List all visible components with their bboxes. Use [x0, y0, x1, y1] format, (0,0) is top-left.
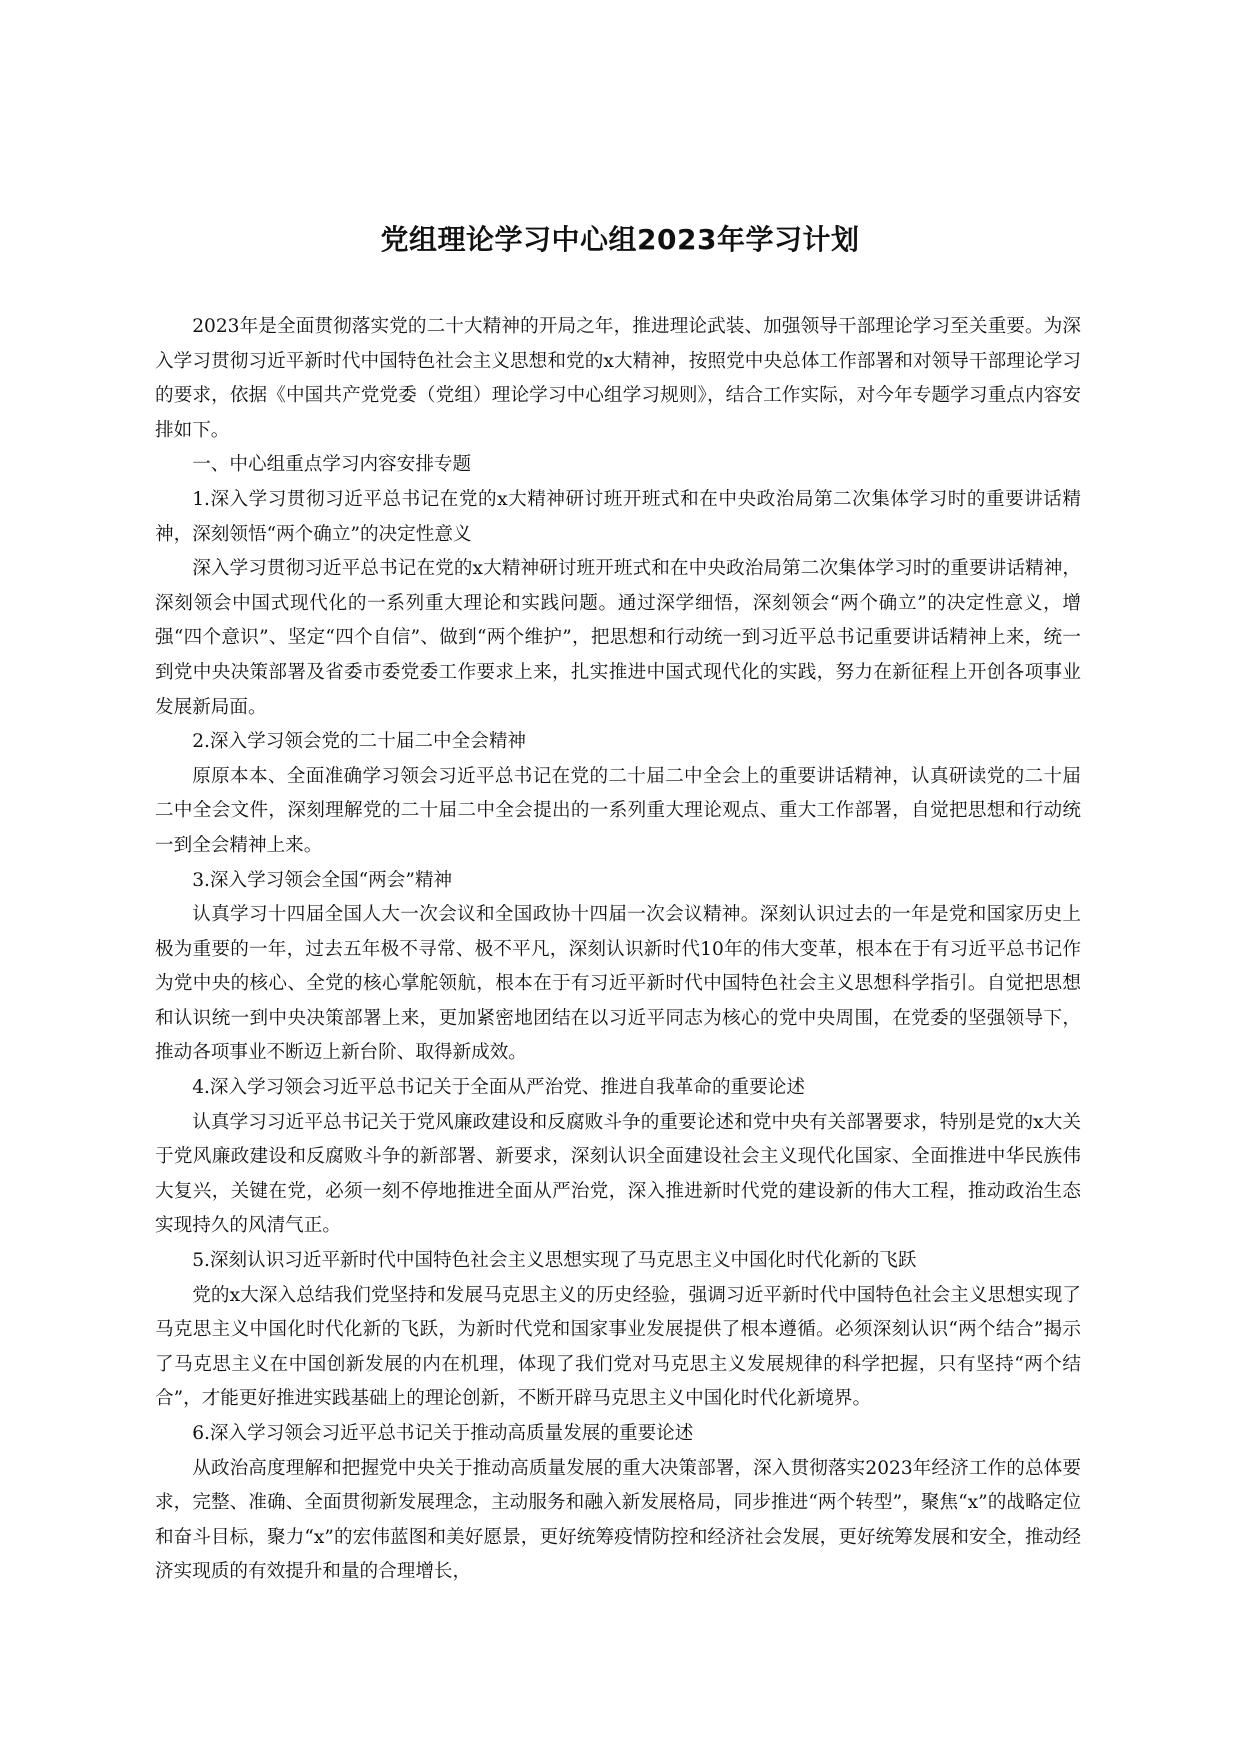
topic-paragraph-2: 原原本本、全面准确学习领会习近平总书记在党的二十届二中全会上的重要讲话精神，认真研读党的二十届二中全会文件，深刻理解党的二十届二中全会提出的一系列重大理论观点、重大工作部署，自觉把思想和行动统一到全会精神上来。	[155, 765, 1081, 856]
document-title: 党组理论学习中心组2023年学习计划	[380, 223, 860, 256]
document-body	[155, 310, 1081, 1590]
topic-paragraph-3: 认真学习十四届全国人大一次会议和全国政协十四届一次会议精神。深刻认识过去的一年是党和国家历史上极为重要的一年，过去五年极不寻常、极不平凡，深刻认识新时代10年的伟大变革，根本在于有习近平总书记作为党中央的核心、全党的核心掌舵领航，根本在于有习近平新时代中国特色社会主义思想科学指引。自觉把思想和认识统一到中央决策部署上来，更加紧密地团结在以习近平同志为核心的党中央周围，在党委的坚强领导下，推动各项事业不断迈上新台阶、取得新成效。	[155, 904, 1081, 1064]
topic-paragraph-5: 党的x大深入总结我们党坚持和发展马克思主义的历史经验，强调习近平新时代中国特色社会主义思想实现了马克思主义中国化时代化新的飞跃，为新时代党和国家事业发展提供了根本遵循。必须深刻认识“两个结合”揭示了马克思主义在中国创新发展的内在机理，体现了我们党对马克思主义发展规律的科学把握，只有坚持“两个结合”，才能更好推进实践基础上的理论创新，不断开辟马克思主义中国化时代化新境界。	[155, 1284, 1081, 1410]
topic-heading-3: 3.深入学习领会全国“两会”精神	[192, 869, 453, 891]
topic-heading-2: 2.深入学习领会党的二十届二中全会精神	[192, 731, 527, 753]
intro-paragraph: 2023年是全面贯彻落实党的二十大精神的开局之年，推进理论武装、加强领导干部理论学习至关重要。为深入学习贯彻习近平新时代中国特色社会主义思想和党的x大精神，按照党中央总体工作部署和对领导干部理论学习的要求，依据《中国共产党党委（党组）理论学习中心组学习规则》，结合工作实际，对今年专题学习重点内容安排如下。	[155, 316, 1081, 441]
topic-paragraph-6: 从政治高度理解和把握党中央关于推动高质量发展的重大决策部署，深入贯彻落实2023年经济工作的总体要求，完整、准确、全面贯彻新发展理念，主动服务和融入新发展格局，同步推进“两个转型”，聚焦“x”的战略定位和奋斗目标，聚力“x”的宏伟蓝图和美好愿景，更好统筹疫情防控和经济社会发展，更好统筹发展和安全，推动经济实现质的有效提升和量的合理增长，	[155, 1457, 1081, 1583]
topic-heading-1: 1.深入学习贯彻习近平总书记在党的x大精神研讨班开班式和在中央政治局第二次集体学习时的重要讲话精神，深刻领悟“两个确立”的决定性意义	[155, 488, 1081, 545]
topic-heading-4: 4.深入学习领会习近平总书记关于全面从严治党、推进自我革命的重要论述	[192, 1077, 805, 1099]
topic-paragraph-4: 认真学习习近平总书记关于党风廉政建设和反腐败斗争的重要论述和党中央有关部署要求，特别是党的x大关于党风廉政建设和反腐败斗争的新部署、新要求，深刻认识全面建设社会主义现代化国家、全面推进中华民族伟大复兴，关键在党，必须一刻不停地推进全面从严治党，深入推进新时代党的建设新的伟大工程，推动政治生态实现持久的风清气正。	[155, 1111, 1081, 1237]
topic-heading-5: 5.深刻认识习近平新时代中国特色社会主义思想实现了马克思主义中国化时代化新的飞跃	[192, 1250, 917, 1272]
topic-heading-6: 6.深入学习领会习近平总书记关于推动高质量发展的重要论述	[192, 1423, 694, 1444]
topic-paragraph-1: 深入学习贯彻习近平总书记在党的x大精神研讨班开班式和在中央政治局第二次集体学习时的重要讲话精神，深刻领会中国式现代化的一系列重大理论和实践问题。通过深学细悟，深刻领会“两个确立”的决定性意义，增强“四个意识”、坚定“四个自信”、做到“两个维护”，把思想和行动统一到习近平总书记重要讲话精神上来，统一到党中央决策部署及省委市委党委工作要求上来，扎实推进中国式现代化的实践，努力在新征程上开创各项事业发展新局面。	[155, 558, 1081, 718]
section-heading: 一、中心组重点学习内容安排专题	[192, 454, 472, 476]
